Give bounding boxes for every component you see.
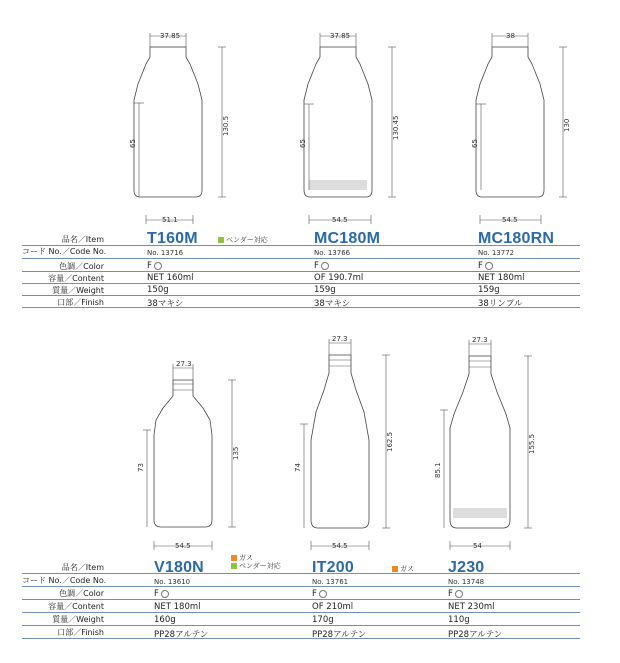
label-color: 色調／Color [59,262,104,271]
color-value: F [312,589,327,599]
dim-height: 130.45 [392,115,400,140]
dim-bottom: 54.5 [175,542,191,550]
label-item: 品名／Item [61,235,104,244]
gas-badge: ガス [231,553,253,563]
weight-value: 160g [154,615,176,625]
color-value: F [154,589,169,599]
divider [22,599,580,600]
label-finish: 口部／Finish [57,298,104,307]
color-circle-icon [321,262,329,270]
label-finish: 口部／Finish [57,628,104,637]
code-no: No. 13610 [154,578,191,586]
divider [22,612,580,613]
finish-value: 38マキシ [147,299,184,309]
weight-value: 110g [448,615,470,625]
bottle-j230-drawing [440,340,532,550]
divider [22,586,580,587]
product-name: MC180RN [478,230,555,247]
label-code: コード No.／Code No. [22,247,107,256]
product-name: J230 [448,559,485,576]
color-value: F [147,261,162,271]
content-value: NET 230ml [448,602,495,612]
dim-height: 155.5 [528,433,536,454]
color-value: F [478,261,493,271]
label-content: 容量／Content [48,274,104,283]
vendor-square-icon [218,237,224,243]
color-value: F [314,261,329,271]
gas-square-icon [392,566,398,572]
dim-body: 65 [471,139,479,148]
label-weight: 質量／Weight [52,615,104,624]
color-circle-icon [154,262,162,270]
dim-bottom: 54.5 [502,216,518,224]
divider [22,258,580,259]
dim-top: 37.85 [160,32,181,40]
content-value: NET 160ml [147,273,194,283]
vendor-square-icon [231,563,237,569]
dim-top: 38 [506,32,515,40]
finish-value: PP28アルテン [312,630,367,640]
dim-body: 65 [299,139,307,148]
dim-top: 27.3 [332,335,348,343]
divider [22,295,580,296]
product-name: V180N [154,559,204,576]
dim-bottom: 54 [473,542,482,550]
divider [22,625,580,626]
label-content: 容量／Content [48,602,104,611]
color-circle-icon [485,262,493,270]
product-name: IT200 [312,559,354,576]
dim-height: 130.5 [222,115,230,136]
bottle-mc180m-drawing [304,33,396,224]
product-name: T160M [147,230,198,247]
finish-value: 38マキシ [314,299,351,309]
dim-body: 73 [137,463,145,472]
dim-bottom: 54.5 [332,216,348,224]
weight-value: 159g [478,285,500,295]
color-value: F [448,589,463,599]
dim-height: 162.5 [386,431,394,452]
finish-value: PP28アルテン [154,630,209,640]
bottle-t160m-drawing [134,33,226,224]
product-name: MC180M [314,230,381,247]
gas-badge: ガス [392,564,414,574]
weight-value: 170g [312,615,334,625]
color-circle-icon [319,590,327,598]
content-value: OF 190.7ml [314,273,364,283]
spec-table-2 [0,556,580,646]
finish-value: PP28アルテン [448,630,503,640]
divider [22,271,580,272]
dim-body: 85.1 [434,462,442,478]
code-no: No. 13772 [478,249,515,257]
code-no: No. 13761 [312,578,349,586]
dim-body: 65 [129,139,137,148]
label-weight: 質量／Weight [52,286,104,295]
dim-top: 37.85 [330,32,351,40]
finish-value: 38リンプル [478,299,523,309]
dim-body: 74 [294,463,302,472]
dim-top: 27.3 [176,360,192,368]
content-value: OF 210ml [312,602,354,612]
code-no: No. 13716 [147,249,184,257]
label-color: 色調／Color [59,589,104,598]
color-circle-icon [455,590,463,598]
dim-bottom: 51.1 [162,216,178,224]
content-value: NET 180ml [478,273,525,283]
vendor-badge: ベンダー対応 [231,561,281,571]
dim-top: 27.3 [472,336,488,344]
content-value: NET 180ml [154,602,201,612]
weight-value: 159g [314,285,336,295]
code-no: No. 13748 [448,578,485,586]
color-circle-icon [161,590,169,598]
vendor-badge: ベンダー対応 [218,235,268,245]
label-item: 品名／Item [61,563,104,572]
bottle-mc180rn-drawing [476,33,567,224]
spec-table-1 [0,228,580,313]
code-no: No. 13766 [314,249,351,257]
dim-height: 130 [563,118,571,132]
dim-height: 135 [232,446,240,460]
weight-value: 150g [147,285,169,295]
bottle-v180n-drawing [143,364,236,550]
bottle-it200-drawing [300,339,390,550]
divider [22,573,580,574]
divider [22,283,580,284]
dim-bottom: 54.5 [332,542,348,550]
label-code: コード No.／Code No. [22,576,107,585]
